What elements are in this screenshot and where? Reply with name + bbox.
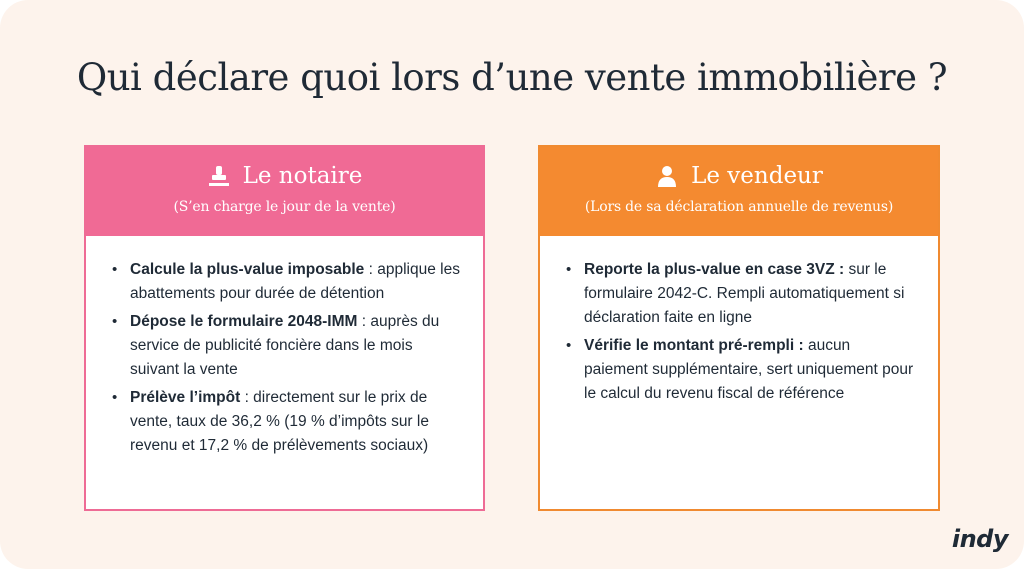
card-vendeur-title: Le vendeur: [691, 163, 823, 189]
notaire-list: [104, 258, 463, 458]
list-item: • Vérifie le montant pré-rempli : aucun paiement supplémentaire, sert uniquement pour le calcul du revenu fiscal de référence: [558, 334, 918, 406]
card-notaire: [84, 145, 485, 511]
person-icon: [655, 164, 679, 188]
list-item: • Calcule la plus-value imposable : applique les abattements pour durée de détention: [104, 258, 463, 306]
list-item: • Reporte la plus-value en case 3VZ : sur le formulaire 2042-C. Rempli automatiquement si déclaration faite en ligne: [558, 258, 918, 330]
stamp-icon: [207, 164, 231, 188]
vendeur-list: [558, 258, 918, 406]
page-title: Qui déclare quoi lors d’une vente immobilière ?: [76, 56, 948, 99]
list-item: • Dépose le formulaire 2048-IMM : auprès du service de publicité foncière dans le mois suivant la vente: [104, 310, 463, 382]
list-item: • Prélève l’impôt : directement sur le prix de vente, taux de 36,2 % (19 % d’impôts sur le revenu et 17,2 % de prélèvements sociaux): [104, 386, 463, 458]
card-notaire-subtitle: (S’en charge le jour de la vente): [173, 199, 396, 215]
card-notaire-title: Le notaire: [242, 163, 363, 189]
indy-logo: indy: [951, 525, 1008, 553]
card-vendeur-header: [540, 147, 938, 236]
card-notaire-header: [86, 147, 483, 236]
card-vendeur-subtitle: (Lors de sa déclaration annuelle de revenus): [584, 199, 894, 215]
card-vendeur: [538, 145, 940, 511]
